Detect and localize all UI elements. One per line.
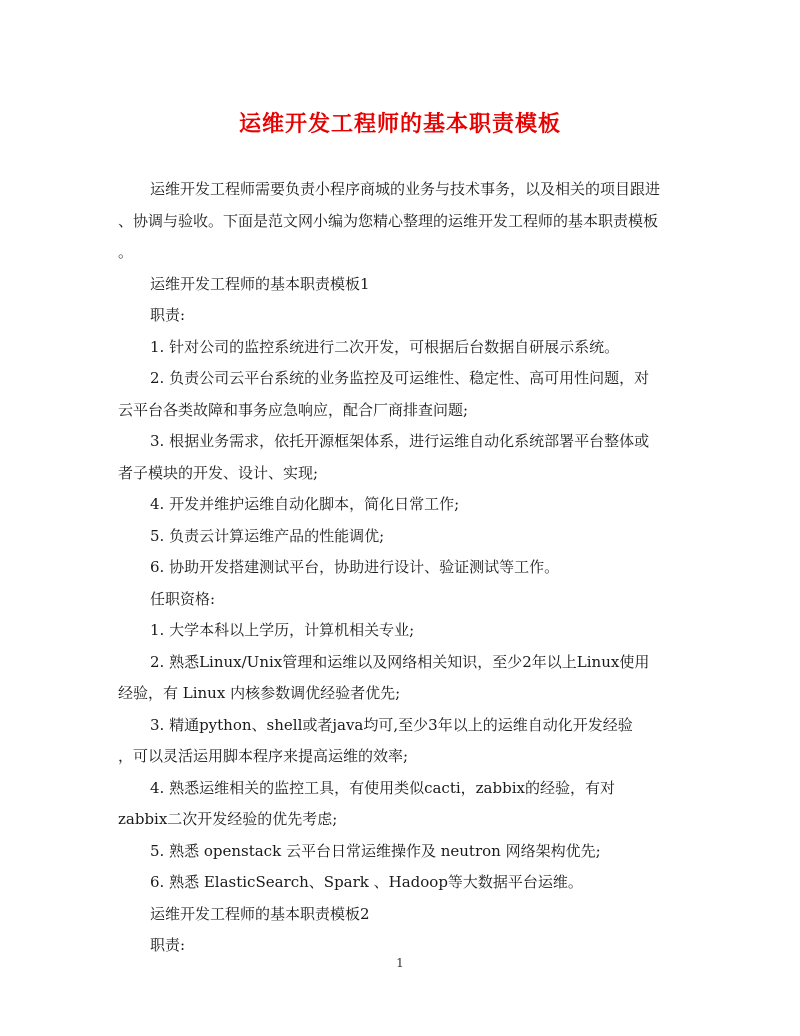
qualification-item-4: 4. 熟悉运维相关的监控工具，有使用类似cacti，zabbix的经验，有对: [150, 778, 615, 797]
document-title: 运维开发工程师的基本职责模板: [238, 111, 561, 137]
duty-item-5: 5. 负责云计算运维产品的性能调优;: [150, 526, 385, 545]
duty-item-4: 4. 开发并维护运维自动化脚本，简化日常工作;: [150, 495, 460, 513]
qualification-item-5: 5. 熟悉 openstack 云平台日常运维操作及 neutron 网络架构优先;: [150, 841, 601, 860]
qualification-item-2-cont: 经验，有 Linux 内核参数调优经验者优先;: [118, 684, 401, 702]
duties-label: 职责:: [150, 306, 186, 324]
qualification-item-4-cont: zabbix二次开发经验的优先考虑;: [118, 810, 338, 828]
page-number: 1: [396, 956, 404, 970]
duty-item-6: 6. 协助开发搭建测试平台，协助进行设计、验证测试等工作。: [150, 558, 560, 576]
qualification-item-6: 6. 熟悉 ElasticSearch、Spark 、Hadoop等大数据平台运维。: [150, 873, 583, 891]
duty-item-1: 1. 针对公司的监控系统进行二次开发，可根据后台数据自研展示系统。: [150, 337, 620, 356]
duty-item-2: 2. 负责公司云平台系统的业务监控及可运维性、稳定性、高可用性问题，对: [150, 369, 650, 387]
qualification-item-3: 3. 精通python、shell或者java均可,至少3年以上的运维自动化开发经验: [150, 715, 633, 734]
duties-label-2: 职责:: [150, 936, 186, 954]
section-heading-2: 运维开发工程师的基本职责模板2: [150, 904, 370, 923]
duty-item-2-cont: 云平台各类故障和事务应急响应，配合厂商排查问题;: [118, 400, 469, 419]
duty-item-3-cont: 者子模块的开发、设计、实现;: [118, 463, 319, 482]
intro-line-1: 运维开发工程师需要负责小程序商城的业务与技术事务，以及相关的项目跟进: [150, 180, 661, 198]
qualifications-label: 任职资格:: [150, 589, 216, 608]
qualification-item-1: 1. 大学本科以上学历，计算机相关专业;: [150, 621, 415, 639]
section-heading-1: 运维开发工程师的基本职责模板1: [150, 274, 370, 293]
intro-line-3: 。: [118, 243, 134, 261]
document-body: [118, 174, 684, 962]
intro-line-2: 、协调与验收。下面是范文网小编为您精心整理的运维开发工程师的基本职责模板: [118, 211, 659, 230]
duty-item-3: 3. 根据业务需求，依托开源框架体系，进行运维自动化系统部署平台整体或: [150, 432, 650, 450]
qualification-item-2: 2. 熟悉Linux/Unix管理和运维以及网络相关知识，至少2年以上Linux使用: [150, 652, 650, 671]
qualification-item-3-cont: ，可以灵活运用脚本程序来提高运维的效率;: [118, 747, 409, 765]
